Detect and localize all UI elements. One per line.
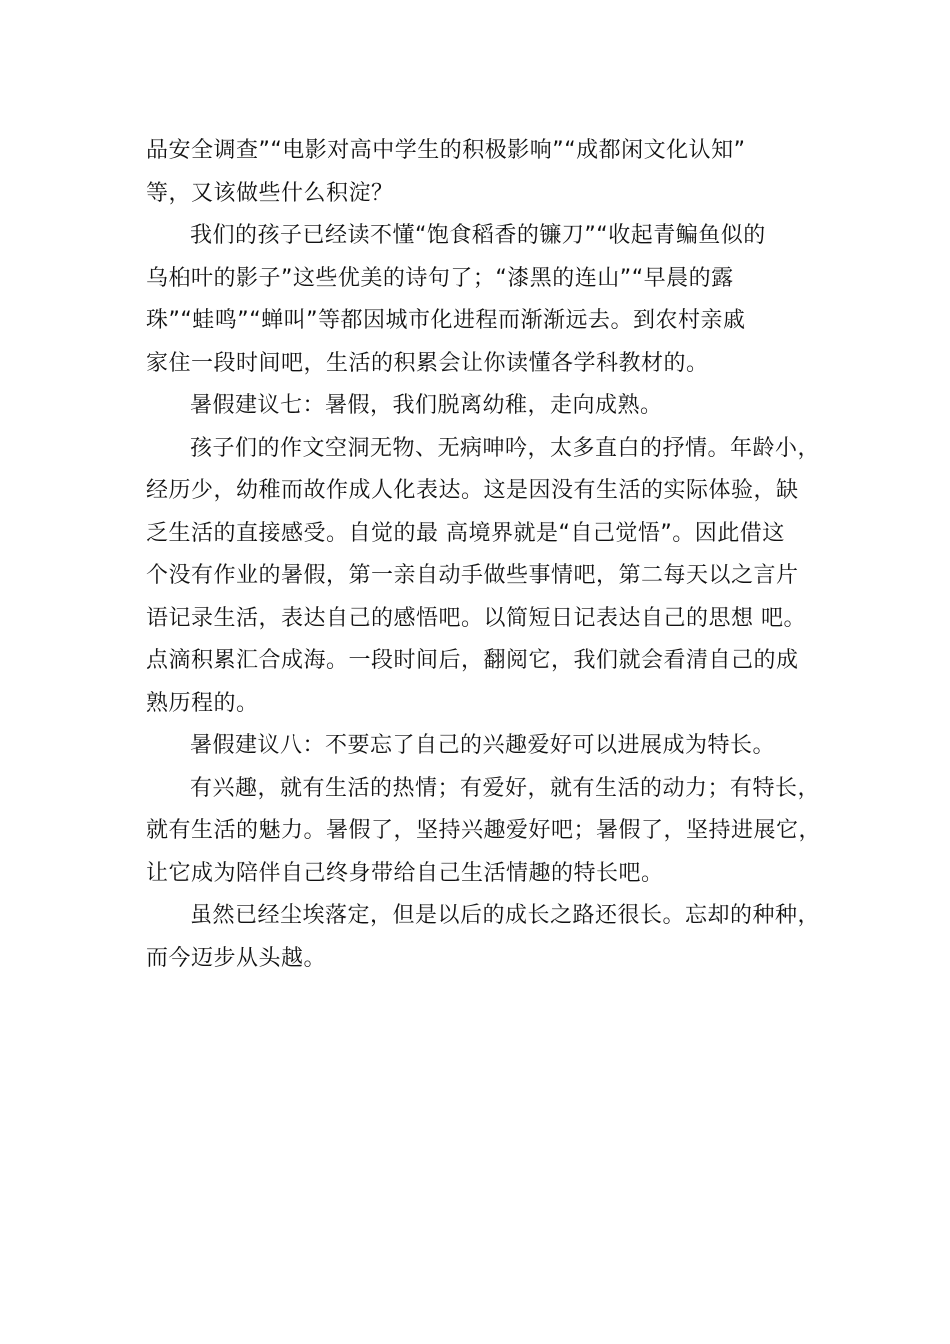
text-line: 乌桕叶的影子”这些优美的诗句了；“漆黑的连山”“早晨的露 (146, 265, 734, 291)
text-line: 品安全调查”“电影对高中学生的积极影响”“成都闲文化认知” (146, 138, 746, 163)
text-line: 让它成为陪伴自己终身带给自己生活情趣的特长吧。 (146, 860, 664, 886)
text-line: 语记录生活，表达自己的感悟吧。以简短日记表达自己的思想 吧。 (146, 605, 806, 631)
text-line: 而今迈步从头越。 (146, 945, 327, 971)
text-line: 就有生活的魅力。暑假了，坚持兴趣爱好吧；暑假了，坚持进展它， (146, 818, 822, 843)
section-heading: 暑假建议八：不要忘了自己的兴趣爱好可以进展成为特长。 (190, 733, 776, 758)
text-line: 虽然已经尘埃落定，但是以后的成长之路还很长。忘却的种种， (190, 903, 821, 928)
section-heading: 暑假建议七：暑假，我们脱离幼稚，走向成熟。 (190, 393, 663, 418)
text-line: 孩子们的作文空洞无物、无病呻吟，太多直白的抒情。年龄小， (190, 435, 821, 461)
document-body (146, 130, 822, 980)
text-line: 个没有作业的暑假，第一亲自动手做些事情吧，第二每天以之言片 (146, 563, 799, 588)
text-line: 家住一段时间吧，生活的积累会让你读懂各学科教材的。 (146, 350, 709, 376)
text-line: 经历少，幼稚而故作成人化表达。这是因没有生活的实际体验，缺 (146, 478, 799, 503)
text-line: 等，又该做些什么积淀？ (146, 180, 394, 206)
text-line: 乏生活的直接感受。自觉的最 高境界就是“自己觉悟”。因此借这 (146, 520, 785, 546)
text-line: 点滴积累汇合成海。一段时间后，翻阅它，我们就会看清自己的成 (146, 648, 799, 673)
text-line: 有兴趣，就有生活的热情；有爱好，就有生活的动力；有特长， (190, 775, 821, 801)
text-line: 我们的孩子已经读不懂“饱食稻香的镰刀”“收起青鳊鱼似的 (190, 223, 766, 248)
text-line: 熟历程的。 (146, 690, 259, 716)
text-line: 珠”“蛙鸣”“蝉叫”等都因城市化进程而渐渐远去。到农村亲戚 (146, 308, 746, 333)
